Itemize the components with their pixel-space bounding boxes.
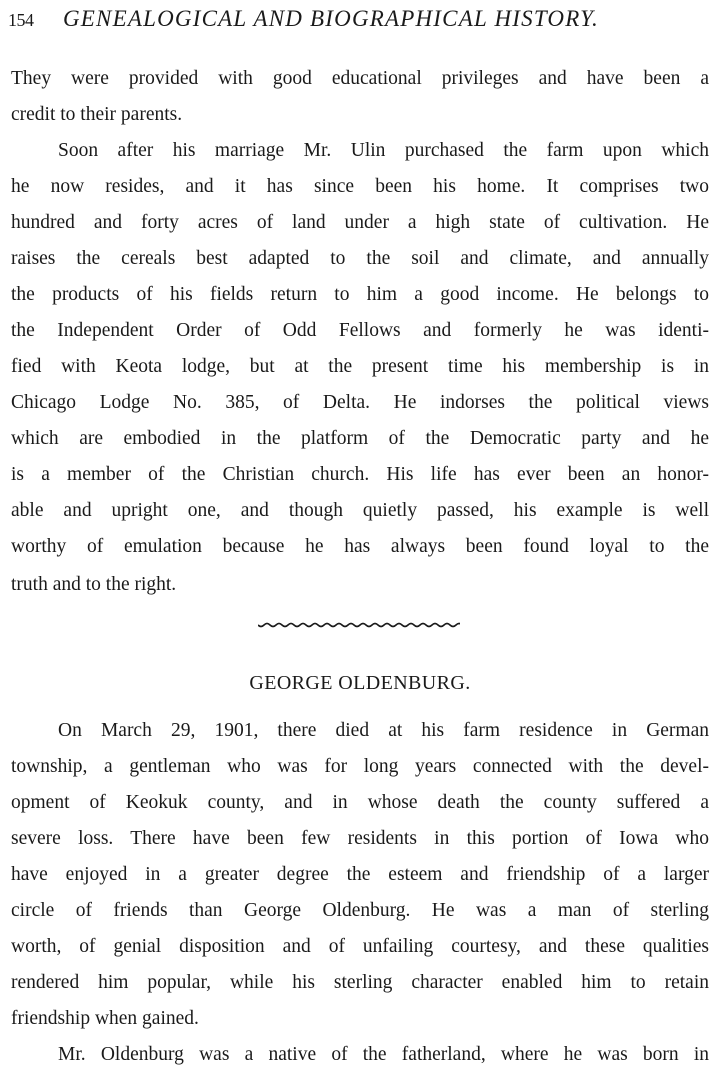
- text-line: Soon after his marriage Mr. Ulin purchased the farm upon which: [58, 140, 709, 161]
- text-line: hundred and forty acres of land under a high state of cultivation. He: [11, 212, 709, 233]
- text-line: the products of his fields return to him a good income. He belongs to: [11, 284, 709, 305]
- section-title: GEORGE OLDENBURG.: [249, 672, 471, 694]
- text-line: truth and to the right.: [11, 574, 177, 595]
- text-line: Mr. Oldenburg was a native of the fatherland, where he was born in: [58, 1044, 709, 1065]
- text-line: which are embodied in the platform of the Democratic party and he: [11, 428, 709, 449]
- text-line: severe loss. There have been few residents in this portion of Iowa who: [11, 828, 709, 849]
- text-line: raises the cereals best adapted to the soil and climate, and annually: [11, 248, 709, 269]
- text-line: able and upright one, and though quietly passed, his example is well: [11, 500, 709, 521]
- text-line: township, a gentleman who was for long years connected with the devel-: [11, 756, 709, 777]
- text-line: he now resides, and it has since been his home. It comprises two: [11, 176, 709, 197]
- wavy-divider: [258, 620, 460, 630]
- text-line: fied with Keota lodge, but at the present time his membership is in: [11, 356, 709, 377]
- text-line: is a member of the Christian church. His life has ever been an honor-: [11, 464, 709, 485]
- running-title: GENEALOGICAL AND BIOGRAPHICAL HISTORY.: [63, 6, 599, 31]
- page-header: [8, 6, 712, 36]
- text-line: circle of friends than George Oldenburg. He was a man of sterling: [11, 900, 709, 921]
- text-line: the Independent Order of Odd Fellows and formerly he was identi-: [11, 320, 709, 341]
- text-line: On March 29, 1901, there died at his farm residence in German: [58, 720, 709, 741]
- text-line: worthy of emulation because he has always been found loyal to the: [11, 536, 709, 557]
- text-line: rendered him popular, while his sterling character enabled him to retain: [11, 972, 709, 993]
- text-line: have enjoyed in a greater degree the esteem and friendship of a larger: [11, 864, 709, 885]
- text-line: They were provided with good educational privileges and have been a: [11, 68, 709, 89]
- text-line: friendship when gained.: [11, 1008, 199, 1029]
- page-number: 154: [8, 10, 34, 30]
- text-line: worth, of genial disposition and of unfailing courtesy, and these qualities: [11, 936, 709, 957]
- text-line: Chicago Lodge No. 385, of Delta. He indorses the political views: [11, 392, 709, 413]
- text-line: opment of Keokuk county, and in whose death the county suffered a: [11, 792, 709, 813]
- text-line: credit to their parents.: [11, 104, 183, 125]
